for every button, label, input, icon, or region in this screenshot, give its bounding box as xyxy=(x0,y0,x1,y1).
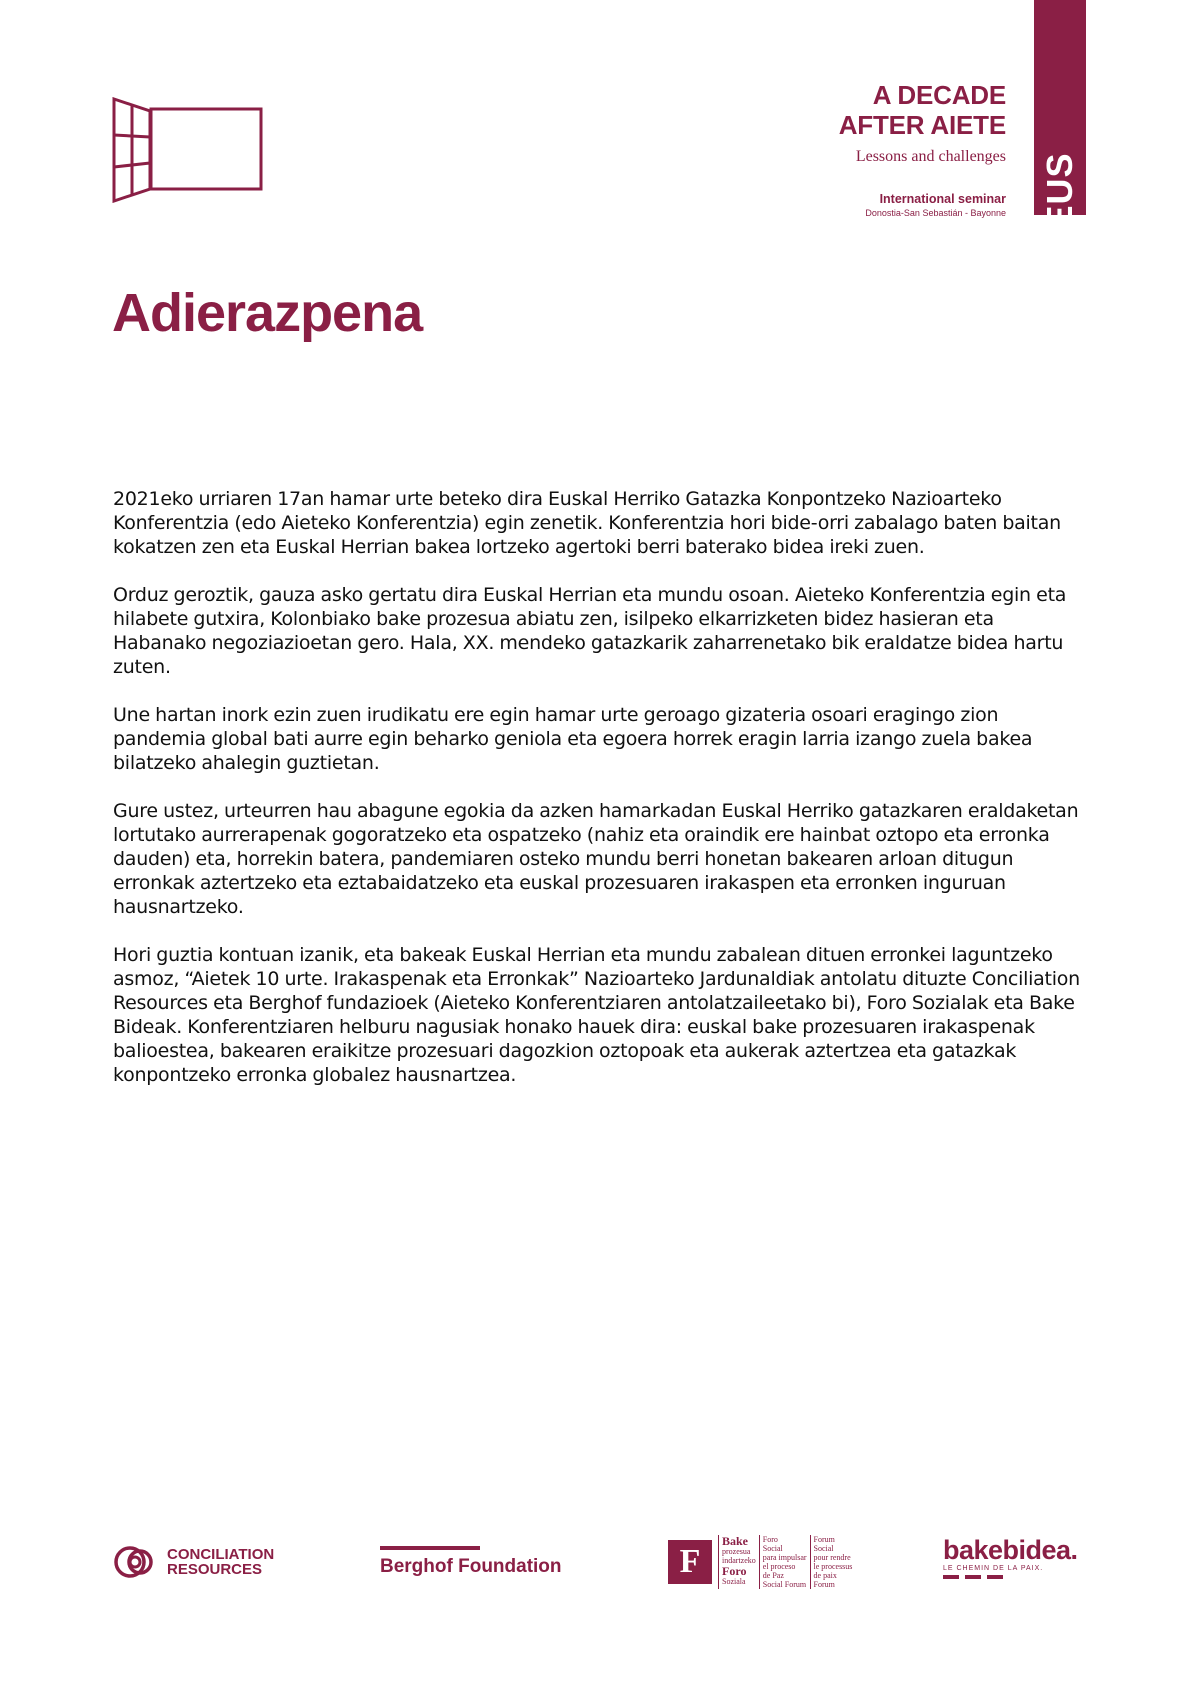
foro-text: prozesua xyxy=(722,1547,751,1556)
foro-text: indartzeko xyxy=(722,1556,756,1565)
language-tab-label: EUS xyxy=(1039,152,1080,230)
bakebidea-label: bakebidea. xyxy=(943,1535,1078,1565)
paragraph: Orduz geroztik, gauza asko gertatu dira Euskal Herrian eta mundu osoan. Aieteko Konferentzia egin eta hilabete gutxira, Kolonbiako bake prozesua abiatu zen, isilpeko elkarrizketen bidez hasieran eta Habanako negoziazioetan gero. Hala, XX. mendeko gatazkarik zaharrenetako bik eraldatze bidea hartu zuten. xyxy=(113,584,1067,678)
bakebidea-tagline: LE CHEMIN DE LA PAIX. xyxy=(943,1565,1044,1572)
foro-text: Bake xyxy=(722,1534,749,1548)
foro-text: Social xyxy=(762,1544,783,1553)
foro-text: le processus xyxy=(813,1562,853,1571)
event-branding xyxy=(839,80,1006,218)
conciliation-rings-icon xyxy=(113,1540,161,1584)
berghof-label: Berghof Foundation xyxy=(380,1556,562,1577)
paragraph: Hori guztia kontuan izanik, eta bakeak Euskal Herrian eta mundu zabalean dituen erronkei laguntzeko asmoz, “Aietek 10 urte. Irakaspenak eta Erronkak” Nazioarteko Jardunaldiak antolatu dituzte Conciliation Resources eta Berghof fundazioek (Aieteko Konferentziaren antolatzaileetako bi), Foro Sozialak eta Bake Bideak. Konferentziaren helburu nagusiak honako hauek dira: euskal bake prozesuaren irakaspenak balioestea, bakearen eraikitze prozesuari dagozkion oztopoak eta aukerak aztertzea eta gatazkak konpontzeko erronka globalez hausnartzea. xyxy=(113,944,1080,1086)
paragraph: Une hartan inork ezin zuen irudikatu ere egin hamar urte geroago gizateria osoari eragingo zion pandemia global bati aurre egin beharko geniola eta egoera horrek eragin larria izango zuela bakea bilatzeko ahalegin guztietan. xyxy=(113,704,1033,774)
foro-text: el proceso xyxy=(762,1562,796,1571)
language-tab xyxy=(1034,0,1086,230)
foro-text: Forum xyxy=(813,1535,835,1544)
foro-col-spanish xyxy=(759,1535,810,1589)
paragraph: Gure ustez, urteurren hau abagune egokia da azken hamarkadan Euskal Herriko gatazkaren eraldaketan lortutako aurrerapenak gogoratzeko eta ospatzeko (nahiz eta oraindik ere hainbat oztopo eta erronka dauden) eta, horrekin batera, pandemiaren osteko mundu berri honetan bakearen arloan ditugun erronkak aztertzeko eta eztabaidatzeko eta euskal prozesuaren irakaspen eta erronken inguruan hausnartzeko. xyxy=(113,800,1079,918)
foro-text: pour rendre xyxy=(813,1553,851,1562)
bakebidea-logo xyxy=(943,1536,1078,1588)
statement-body xyxy=(113,487,1088,1111)
foro-text: de Paz xyxy=(762,1571,784,1580)
page-title: Adierazpena xyxy=(112,283,423,343)
foro-text: Soziala xyxy=(722,1577,746,1586)
foro-text: Forum xyxy=(813,1580,835,1589)
foro-text: Foro xyxy=(762,1535,778,1544)
conciliation-line1: CONCILIATION xyxy=(167,1546,275,1563)
conciliation-line2: RESOURCES xyxy=(167,1561,263,1578)
foro-text: para impulsar xyxy=(762,1553,807,1562)
berghof-foundation-logo xyxy=(380,1536,562,1588)
berghof-bar-icon xyxy=(380,1546,480,1550)
brand-title-line1: A DECADE xyxy=(872,80,1006,110)
seminar-place: Donostia-San Sebastián - Bayonne xyxy=(865,208,1006,218)
window-logo-icon xyxy=(112,97,264,203)
brand-title-line2: AFTER AIETE xyxy=(838,110,1006,140)
paragraph: 2021eko urriaren 17an hamar urte beteko dira Euskal Herriko Gatazka Konpontzeko Nazioarteko Konferentzia (edo Aieteko Konferentzia) egin zenetik. Konferentzia hori bide-orri zabalago baten baitan kokatzen zen eta Euskal Herrian bakea lortzeko agertoki berri baterako bidea ireki zuen. xyxy=(113,488,1061,558)
foro-col-french xyxy=(810,1535,856,1589)
brand-subtitle: Lessons and challenges xyxy=(855,148,1006,165)
foro-col-basque xyxy=(718,1535,759,1589)
bakebidea-dashes-icon xyxy=(943,1575,1003,1579)
foro-text: Social xyxy=(813,1544,834,1553)
foro-text: Foro xyxy=(722,1564,747,1578)
foro-f-icon: F xyxy=(668,1540,712,1584)
foro-text: de paix xyxy=(813,1571,837,1580)
conciliation-resources-logo xyxy=(113,1536,274,1588)
foro-soziala-logo xyxy=(668,1536,855,1588)
foro-text: Social Forum xyxy=(762,1580,807,1589)
seminar-label: International seminar xyxy=(879,192,1006,206)
